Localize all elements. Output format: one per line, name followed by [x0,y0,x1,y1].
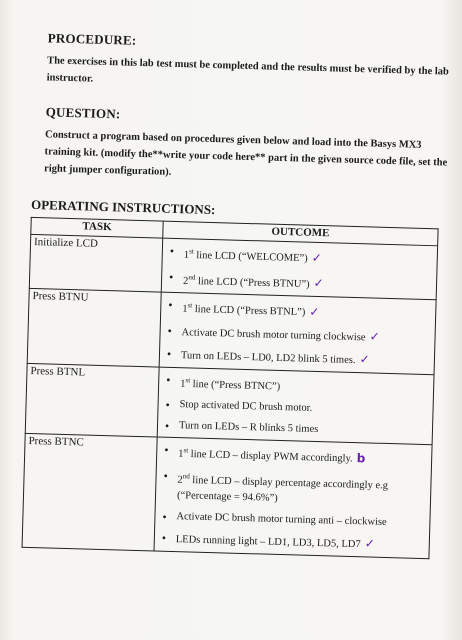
outcome-text: Turn on LEDs – R blinks 5 times [178,420,319,436]
task-cell: Press BTNU [27,288,161,366]
ordinal-number: 1 [182,303,188,315]
ordinal-suffix: st [183,446,189,455]
ordinal-suffix: nd [182,471,190,480]
outcome-text: line LCD – display PWM accordingly. [187,448,353,465]
task-cell: Press BTNC [22,433,157,551]
ordinal-suffix: st [185,375,191,384]
outcome-list [158,439,429,557]
document-content [22,30,456,560]
outcome-text: line LCD – display percentage accordingly e.g (“Percentage = 94.6%”) [176,474,389,504]
ordinal-suffix: st [187,301,193,310]
task-column-header: TASK [31,217,163,238]
ordinal-number: 1 [178,448,184,460]
outcome-list [165,240,434,298]
outcome-cell [154,437,432,559]
ordinal-number: 2 [177,474,183,486]
outcome-cell [159,292,436,374]
handwritten-check-mark: ✓ [311,250,322,265]
table-row [27,288,436,374]
outcome-text: Turn on LEDs – LD0, LD2 blink 5 times. [180,349,356,366]
outcome-column-header: OUTCOME [163,221,438,246]
outcome-list [163,294,433,373]
handwritten-check-mark: ✓ [364,536,375,551]
outcome-list [161,368,431,443]
ordinal-number: 1 [180,378,186,390]
question-text: Construct a program based on procedures given below and load into the Basys MX3 training kit. (modify the**write your code here** part in the given source code file, set the right jumper configuration). [43,129,448,178]
handwritten-check-mark: ✓ [313,275,324,291]
table-row [25,363,434,445]
outcome-cell [161,238,437,300]
outcome-text: Activate DC brush motor turning clockwise [181,326,366,343]
outcome-text: line LCD (“Press BTNL”) [192,303,306,319]
task-cell: Press BTNL [25,363,159,437]
outcome-text: line LCD (“Press BTNU”) [195,275,310,290]
procedure-text: The exercises in this lab test must be completed and the results must be verified by the lab instructor. [46,55,449,85]
outcome-text: line LCD (“WELCOME”) [193,249,308,265]
question-heading: QUESTION: [45,104,121,122]
outcome-text: line (“Press BTNC”) [189,378,281,392]
ordinal-suffix: st [189,247,194,256]
ordinal-number: 2 [182,275,189,287]
handwritten-check-mark: ✓ [369,328,380,344]
operating-instructions-heading: OPERATING INSTRUCTIONS: [30,196,216,218]
handwritten-check-mark: ✓ [309,304,320,319]
table-row [22,433,432,558]
handwritten-check-mark: ✓ [359,351,370,366]
list-item [177,465,428,513]
handwritten-check-mark: b [356,450,366,465]
procedure-heading: PROCEDURE: [47,30,137,48]
ordinal-number: 1 [183,249,190,261]
outcome-text: LEDs running light – LD1, LD3, LD5, LD7 [175,534,361,551]
outcome-cell [157,367,434,445]
outcome-text: Stop activated DC brush motor. [179,399,313,414]
task-cell: Initialize LCD [29,234,162,292]
ordinal-suffix: nd [188,272,196,282]
instructions-table [22,217,439,559]
outcome-text: Activate DC brush motor turning anti – clockwise [176,511,387,528]
